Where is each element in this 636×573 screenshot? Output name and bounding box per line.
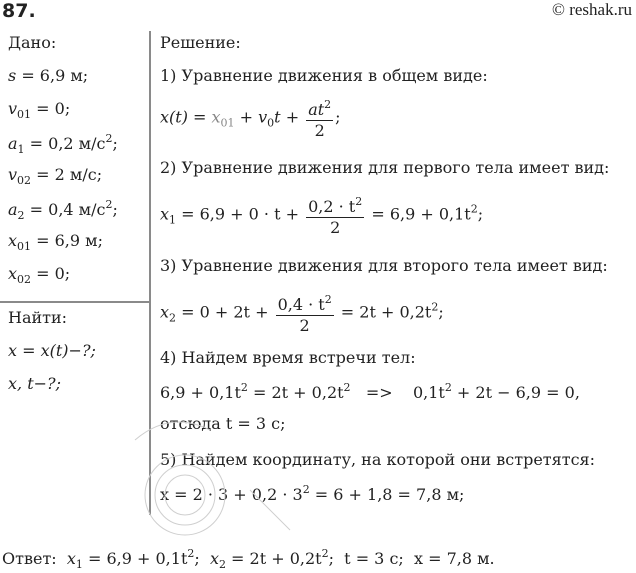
solution-title: Решение: <box>160 33 241 52</box>
step4-label: 4) Найдем время встречи тел: <box>160 348 416 367</box>
step4-equation: $6,9 + 0,1t^2 = 2t + 0,2t^2$ => $0,1t^2 + 2t - 6,9 = 0$, <box>160 381 580 402</box>
watermark-text: © reshak.ru <box>552 0 632 19</box>
step1-label: 1) Уравнение движения в общем виде: <box>160 66 488 85</box>
step1-fraction: $\frac{at^2}{2}$ <box>306 95 333 141</box>
given-item-s: s = 6,9 м; <box>8 66 89 85</box>
given-item-v01: $v_{01} = 0$; <box>8 99 71 121</box>
answer-line: Ответ: $x_1 = 6,9 + 0,1t^2$; $x_2 = 2t + 0,2t^2$; t = 3 с; x = 7,8 м. <box>2 547 495 571</box>
find-title: Найти: <box>8 308 68 327</box>
step2-label: 2) Уравнение движения для первого тела имеет вид: <box>160 158 610 177</box>
problem-number: 87. <box>2 0 36 22</box>
step2-equation: $x_1 = 6,9 + 0 \cdot t$ + $\frac{0,2 \cdot t^2}{2}$ = $6,9 + 0,1t^2$; <box>160 192 483 238</box>
step4-result: отсюда t = 3 с; <box>160 414 286 433</box>
step3-label: 3) Уравнение движения для второго тела имеет вид: <box>160 256 608 275</box>
given-item-a2: $a_2 = 0,4$ $м/с^2$; <box>8 198 118 222</box>
step5-label: 5) Найдем координату, на которой они встретятся: <box>160 450 596 469</box>
horizontal-divider <box>0 301 149 303</box>
given-item-v02: $v_{02} = 2$ м/с; <box>8 165 103 187</box>
step3-fraction: $\frac{0,4 \cdot t^2}{2}$ <box>276 290 334 336</box>
given-title: Дано: <box>8 33 57 52</box>
step3-equation: $x_2 = 0 + 2t$ + $\frac{0,4 \cdot t^2}{2}$ = $2t + 0,2t^2$; <box>160 290 444 336</box>
step2-fraction: $\frac{0,2 \cdot t^2}{2}$ <box>306 192 364 238</box>
find-item-1: x = x(t)−?; <box>8 341 96 360</box>
find-item-2: x, t−?; <box>8 374 61 393</box>
given-item-a1: $a_1 = 0,2$ $м/с^2$; <box>8 132 118 156</box>
vertical-divider <box>149 31 151 515</box>
step1-equation: $x(t) = x_{01} + v_0t$ + $\frac{at^2}{2}$ ; <box>160 95 341 141</box>
step5-equation: $x = 2 \cdot 3 + 0,2 \cdot 3^2 = 6 + 1,8 = 7,8$ м; <box>160 483 465 504</box>
given-item-x01: $x_{01} = 6,9$ м; <box>8 231 103 253</box>
given-item-x02: $x_{02} = 0$; <box>8 264 71 286</box>
